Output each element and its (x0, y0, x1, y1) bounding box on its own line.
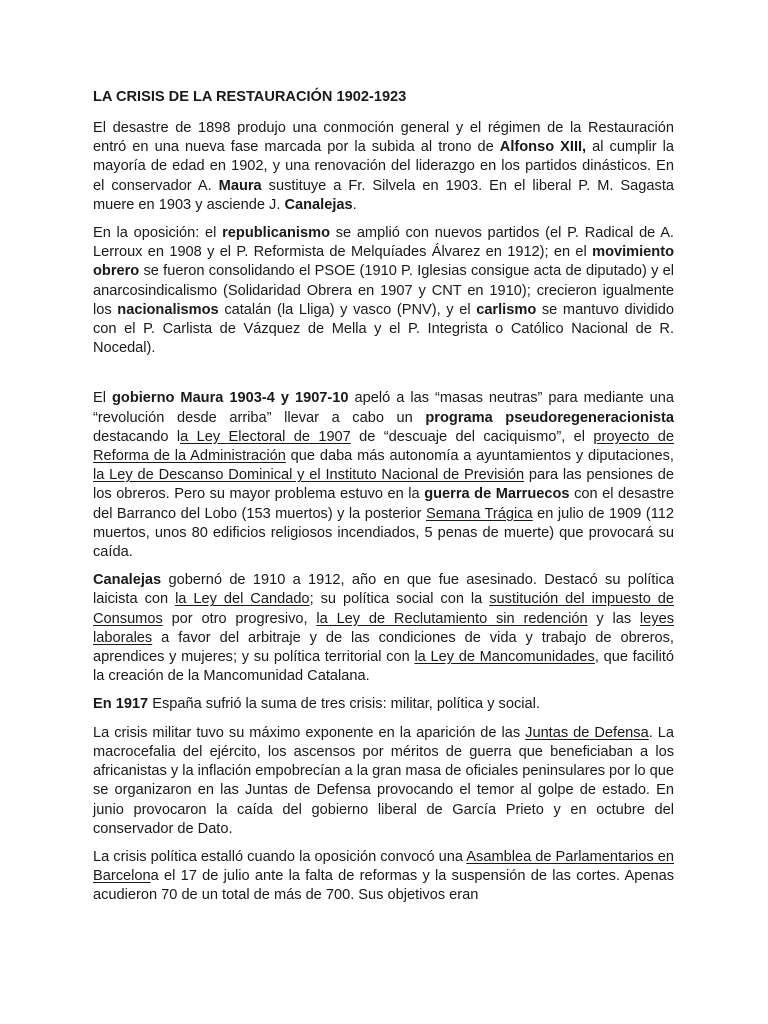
text-run: La crisis militar tuvo su máximo exponente en la aparición de las (93, 724, 526, 741)
paragraph-gobierno-maura (93, 389, 674, 562)
text-run: apeló a las “masas neutras” para mediante una “revolución desde arriba” llevar a cabo un (93, 390, 675, 426)
bold-text: Canalejas (284, 196, 353, 213)
underlined-text: la Ley de Descanso Dominical y el Instituto Nacional de Previsión (93, 467, 525, 484)
text-run: ; su política social con la (309, 591, 490, 608)
text-run: con el desastre del Barranco del Lobo (153 muertos) y la posterior (93, 486, 674, 522)
underlined-text: Asamblea de Parlamentarios en Barcelon (93, 848, 675, 885)
text-run: se amplió con nuevos partidos (el P. Radical de A. Lerroux en 1908 y el P. Reformista de Melquíades Álvarez en 1912); en el (93, 225, 674, 261)
bold-text: Alfonso XIII, (499, 139, 587, 156)
bold-text: programa pseudoregeneracionista (425, 409, 674, 426)
bold-text: carlismo (476, 301, 537, 318)
underlined-text: a Ley Electoral de 1907 (180, 428, 351, 445)
bold-text: Maura (218, 177, 262, 194)
text-run: catalán (la Lliga) y vasco (PNV), y el (218, 301, 477, 318)
underlined-text: la Ley de Mancomunidades (414, 649, 595, 666)
text-run: El (93, 390, 112, 407)
text-run: en julio de 1909 (112 muertos, unos 80 edificios religiosos incendiados, 5 penas de muerte) que provocará su caída. (93, 505, 675, 561)
text-run: . La macrocefalia del ejército, los ascensos por méritos de guerra que beneficiaban a los africanistas y la inflación empobrecían a la gran masa de oficiales peninsulares por lo que se organizaron en las Juntas de Defensa provocando el temor al golpe de estado. En junio provocaron la caída del gobierno liberal de García Prieto y en octubre del conservador de Dato. (93, 724, 674, 837)
underlined-text: la Ley del Candado (175, 591, 310, 608)
text-run: al cumplir la mayoría de edad en 1902, y una renovación del liderazgo en los partidos dinásticos. En el conservador A. (93, 139, 674, 194)
text-run: a el 17 de julio ante la falta de reformas y la suspensión de las cortes. Apenas acudieron 70 de un total de más de 700. Sus objetivos eran (93, 868, 674, 904)
paragraph-desastre-1898 (93, 119, 674, 215)
text-run: , que facilitó la creación de la Mancomunidad Catalana. (93, 649, 674, 685)
text-run: destacando l (93, 428, 181, 445)
paragraph-canalejas (93, 571, 674, 686)
underlined-text: la Ley de Reclutamiento sin redención (316, 610, 588, 627)
text-run: por otro progresivo, (162, 610, 317, 627)
bold-text: gobierno Maura 1903-4 y 1907-10 (111, 390, 349, 407)
paragraph-crisis-politica (93, 848, 674, 906)
paragraph-crisis-militar (93, 724, 674, 839)
text-run: de “descuaje del caciquismo”, el (350, 428, 594, 445)
underlined-text: sustitución del impuesto de Consumos (93, 591, 675, 627)
document-title: LA CRISIS DE LA RESTAURACIÓN 1902-1923 (93, 89, 407, 105)
text-run: que daba más autonomía a ayuntamientos y diputaciones, (285, 448, 674, 465)
paragraph-oposicion (93, 224, 674, 358)
text-run: para las pensiones de los obreros. Pero su mayor problema estuvo en la (93, 467, 674, 503)
text-run: El desastre de 1898 produjo una conmoción general y el régimen de la Restauración entró en una nueva fase marcada por la subida al trono de (93, 120, 674, 156)
bold-text: movimiento obrero (93, 244, 674, 280)
bold-text: Canalejas (93, 572, 162, 589)
text-run: . (352, 196, 357, 213)
text-run: se mantuvo dividido con el P. Carlista de Vázquez de Mella y el P. Integrista o Católico Nacional de R. Nocedal). (93, 301, 675, 357)
text-run: España sufrió la suma de tres crisis: militar, política y social. (148, 696, 540, 713)
text-run: y las (587, 610, 640, 627)
text-run: se fueron consolidando el PSOE (1910 P. Iglesias consigue acta de diputado) y el anarcosindicalismo (Solidaridad Obrera en 1907 y CNT en 1910); crecieron igualmente los (93, 263, 674, 318)
underlined-text: leyes laborales (93, 610, 674, 646)
paragraph-1917 (93, 695, 674, 714)
bold-text: guerra de Marruecos (424, 486, 570, 503)
underlined-text: Semana Trágica (426, 505, 533, 522)
bold-text: En 1917 (93, 696, 149, 713)
text-run: La crisis política estalló cuando la oposición convocó una (93, 848, 467, 865)
underlined-text: proyecto de Reforma de la Administración (93, 428, 675, 465)
text-run: a favor del arbitraje y de las condiciones de vida y trabajo de obreros, aprendices y mujeres; y su política territorial con (93, 629, 674, 666)
text-run: En la oposición: el (93, 225, 223, 242)
text-run: gobernó de 1910 a 1912, año en que fue asesinado. Destacó su política laicista con (93, 572, 674, 608)
text-run: sustituye a Fr. Silvela en 1903. En el liberal P. M. Sagasta muere en 1903 y asciende J. (93, 177, 674, 213)
bold-text: nacionalismos (117, 301, 219, 318)
bold-text: republicanismo (222, 225, 330, 242)
underlined-text: Juntas de Defensa (525, 724, 649, 741)
